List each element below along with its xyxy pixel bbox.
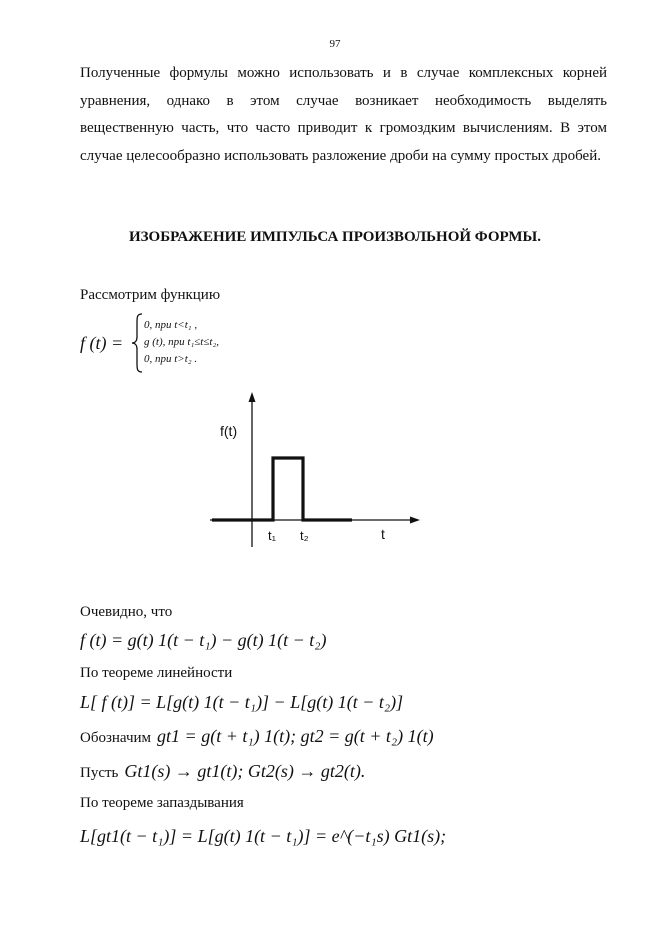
- pulse-figure: [200, 392, 420, 552]
- piecewise-definition: [80, 313, 340, 375]
- t2-label: t₂: [300, 528, 309, 543]
- left-brace-icon: [130, 313, 144, 373]
- let-label: Пусть: [80, 765, 119, 781]
- linearity-text: По теореме линейности: [80, 665, 233, 681]
- y-axis-arrow-icon: [249, 392, 256, 402]
- pulse-signal: [212, 458, 352, 520]
- formula-denote-line: [80, 726, 434, 747]
- intro-paragraph: Полученные формулы можно использовать и в случае комплексных корней уравнения, однако в этом случае возникает необходимость выделять вещественную часть, что часто приводит к громоздким вычислениям. В этом случае целесообразно использовать разложение дроби на сумму простых дробей.: [80, 65, 607, 164]
- delay-text: По теореме запаздывания: [80, 795, 244, 811]
- piecewise-cases: [144, 317, 219, 368]
- formula-linearity: L[ f (t)] = L[g(t) 1(t − t₁)] − L[g(t) 1(t − t₂)]: [80, 692, 404, 712]
- piecewise-lhs: f (t) =: [80, 333, 124, 353]
- piecewise-case-1: 0, при t<t₁ ,: [144, 319, 198, 331]
- denote-label: Обозначим: [80, 730, 152, 746]
- formula-decomposition: f (t) = g(t) 1(t − t₁) − g(t) 1(t − t₂): [80, 630, 327, 650]
- formula-let-line: [80, 761, 365, 782]
- y-axis-label: f(t): [220, 423, 238, 439]
- t1-label: t₁: [268, 528, 276, 543]
- page-number: 97: [329, 38, 341, 50]
- section-heading: ИЗОБРАЖЕНИЕ ИМПУЛЬСА ПРОИЗВОЛЬНОЙ ФОРМЫ.: [128, 229, 542, 245]
- obviously-text: Очевидно, что: [80, 604, 173, 620]
- piecewise-case-2: g (t), при t₁≤t≤t₂,: [144, 336, 220, 348]
- piecewise-case-3: 0, при t>t₂ .: [144, 353, 198, 365]
- formula-let: Gt1(s) → gt1(t); Gt2(s) → gt2(t).: [124, 761, 366, 781]
- x-axis-label: t: [381, 526, 385, 542]
- consider-text: Рассмотрим функцию: [80, 287, 221, 303]
- formula-delay: L[gt1(t − t₁)] = L[g(t) 1(t − t₁)] = e^(−t₁s) Gt1(s);: [80, 826, 447, 846]
- formula-denote: gt1 = g(t + t₁) 1(t); gt2 = g(t + t₂) 1(t): [157, 726, 434, 746]
- x-axis-arrow-icon: [410, 517, 420, 524]
